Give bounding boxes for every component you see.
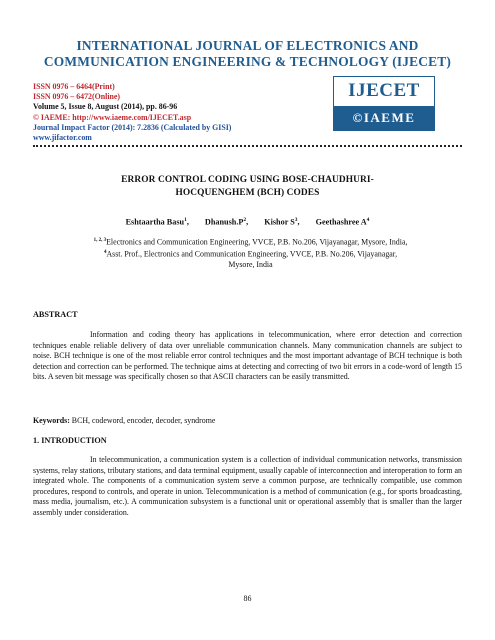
- website: www.jifactor.com: [33, 133, 92, 143]
- journal-meta: [33, 82, 323, 143]
- author: Eshtaartha Basu$^1$,: [125, 217, 189, 227]
- abstract-text: Information and coding theory has applications in telecommunication, where error detection and correction techniques enable reliable delivery of data over unreliable communication channels. Many communication channels are subject to noise. BCH technique is one of the most reliable error control techniques and the most important advantage of BCH technique is both detection and correction can be performed. The technique aims at detecting and correcting of two bit errors in a code-word of length 15 bits. A seven bit message was specifically chosen so that ASCII characters can be easily transmitted.: [33, 330, 462, 382]
- paper-title-line2: HOCQUENGHEM (BCH) CODES: [175, 188, 320, 198]
- logo-top-text: IJECET: [348, 80, 420, 101]
- affiliation-line: Mysore, India: [228, 259, 273, 269]
- affiliation-sup: 1, 2, 3: [93, 238, 107, 243]
- author-name: Eshtaartha Basu: [125, 217, 185, 227]
- author-name: Geethashree A: [315, 217, 367, 227]
- keywords-label: Keywords:: [33, 416, 70, 425]
- abstract-heading: ABSTRACT: [33, 310, 78, 319]
- issn-online: ISSN 0976 – 6472(Online): [33, 92, 121, 102]
- author-sup: 4: [366, 217, 370, 223]
- affiliation-sup: 4: [103, 249, 107, 255]
- author-sup: 2: [243, 217, 247, 223]
- introduction-text: In telecommunication, a communication system is a collection of individual communication networks, transmission systems, relay stations, tributary stations, and data terminal equipment, usually capable of interconnection and interoperation to form an integrated whole. The components of a communication system serve a common purpose, are technically compatible, use common procedures, respond to controls, and operate in union. Telecommunication is a method of communication (e.g., for sports broadcasting, mass media, journalism, etc.). A communication subsystem is a functional unit or operational assembly that is smaller than the larger assembly under consideration.: [33, 455, 462, 517]
- header-divider: [33, 145, 462, 147]
- paper-title: [60, 174, 435, 200]
- author-sup: 1: [184, 217, 187, 223]
- affiliations: [78, 236, 423, 270]
- iaeme-url: © IAEME: http://www.iaeme.com/IJECET.asp: [33, 112, 192, 122]
- issn-print: ISSN 0976 – 6464(Print): [33, 82, 115, 91]
- journal-title-line2: COMMUNICATION ENGINEERING & TECHNOLOGY (IJECET): [43, 54, 452, 69]
- keywords-text: BCH, codeword, encoder, decoder, syndrome: [69, 416, 216, 425]
- introduction-heading: 1. INTRODUCTION: [33, 436, 107, 445]
- author-list: [0, 217, 495, 227]
- logo-bottom-text: ©IAEME: [334, 106, 434, 130]
- author-name: Dhanush.P: [204, 217, 244, 227]
- affiliation-line: [78, 236, 423, 248]
- author: $Dhanush.P^2$,: [204, 217, 249, 227]
- affiliation-text: Electronics and Communication Engineering, VVCE, P.B. No.206, Vijayanagar, Mysore, India,: [106, 237, 408, 247]
- paper-title-line1: ERROR CONTROL CODING USING BOSE-CHAUDHURI-: [121, 175, 374, 185]
- volume-info: Volume 5, Issue 8, August (2014), pp. 86-96: [33, 102, 178, 112]
- author: Kishor $S^3$,: [264, 217, 300, 227]
- affiliation-line: [78, 248, 423, 260]
- ijecet-logo: [333, 76, 435, 131]
- author-name: Kishor S: [264, 217, 295, 227]
- author-sup: 3: [294, 217, 298, 223]
- affiliation-text: Asst. Prof., Electronics and Communication Engineering, VVCE, P.B. No.206, Vijayanagar,: [106, 249, 398, 259]
- journal-title: [0, 38, 495, 70]
- author: [316, 217, 370, 227]
- keywords-line: [33, 416, 215, 425]
- impact-factor: Journal Impact Factor (2014): 7.2836 (Calculated by GISI): [33, 122, 232, 132]
- journal-title-line1: INTERNATIONAL JOURNAL OF ELECTRONICS AND: [76, 38, 419, 53]
- page-number: 86: [243, 594, 252, 603]
